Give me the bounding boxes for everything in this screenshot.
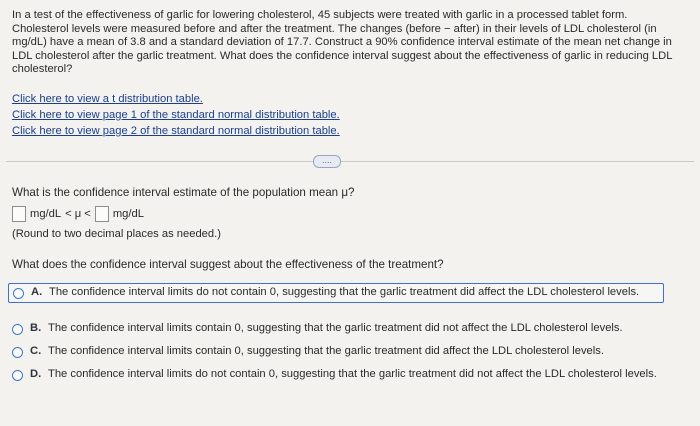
upper-bound-input[interactable]	[95, 206, 109, 222]
inequality-label: < μ <	[65, 208, 91, 220]
radio-a[interactable]	[13, 288, 24, 299]
option-a-letter: A.	[31, 286, 43, 298]
option-b-text: The confidence interval limits contain 0, suggesting that the garlic treatment did not affect the LDL cholesterol levels.	[48, 322, 623, 334]
problem-statement: In a test of the effectiveness of garlic for lowering cholesterol, 45 subjects were treated with garlic in a processed tablet form. Cholesterol levels were measured before and after the treatment. The changes (before − after) in their levels of LDL cholesterol (in mg/dL) have a mean of 3.8 and a standard deviation of 17.7. Construct a 90% confidence interval estimate of the mean net change in LDL cholesterol after the garlic treatment. What does the confidence interval suggest about the effectiveness of garlic in reducing LDL cholesterol?	[12, 9, 673, 76]
reference-links	[12, 91, 340, 139]
option-c[interactable]	[8, 345, 658, 358]
question-2-text: What does the confidence interval suggest about the effectiveness of the treatment?	[12, 258, 444, 271]
normal-table-page-1-link[interactable]: Click here to view page 1 of the standard normal distribution table.	[12, 109, 340, 121]
confidence-interval-row	[12, 206, 144, 222]
rounding-note: (Round to two decimal places as needed.)	[12, 228, 221, 240]
question-1-text: What is the confidence interval estimate of the population mean μ?	[12, 186, 355, 199]
option-b-letter: B.	[30, 322, 42, 334]
option-d[interactable]	[8, 368, 658, 381]
unit-right: mg/dL	[112, 208, 144, 220]
radio-b[interactable]	[12, 324, 23, 335]
normal-table-page-2-link[interactable]: Click here to view page 2 of the standard normal distribution table.	[12, 125, 340, 137]
t-distribution-table-link[interactable]: Click here to view a t distribution table.	[12, 93, 203, 105]
section-divider	[6, 161, 694, 162]
option-a[interactable]	[8, 283, 664, 303]
option-a-text: The confidence interval limits do not contain 0, suggesting that the garlic treatment did affect the LDL cholesterol levels.	[49, 286, 640, 298]
expand-more-button[interactable]: ....	[313, 155, 341, 168]
option-c-text: The confidence interval limits contain 0, suggesting that the garlic treatment did affect the LDL cholesterol levels.	[48, 345, 604, 357]
radio-c[interactable]	[12, 347, 23, 358]
option-c-letter: C.	[30, 345, 42, 357]
lower-bound-input[interactable]	[12, 206, 26, 222]
option-d-letter: D.	[30, 368, 42, 380]
option-b[interactable]	[8, 322, 658, 335]
option-d-text: The confidence interval limits do not contain 0, suggesting that the garlic treatment did not affect the LDL cholesterol levels.	[48, 368, 657, 380]
radio-d[interactable]	[12, 370, 23, 381]
unit-left: mg/dL	[30, 208, 62, 220]
